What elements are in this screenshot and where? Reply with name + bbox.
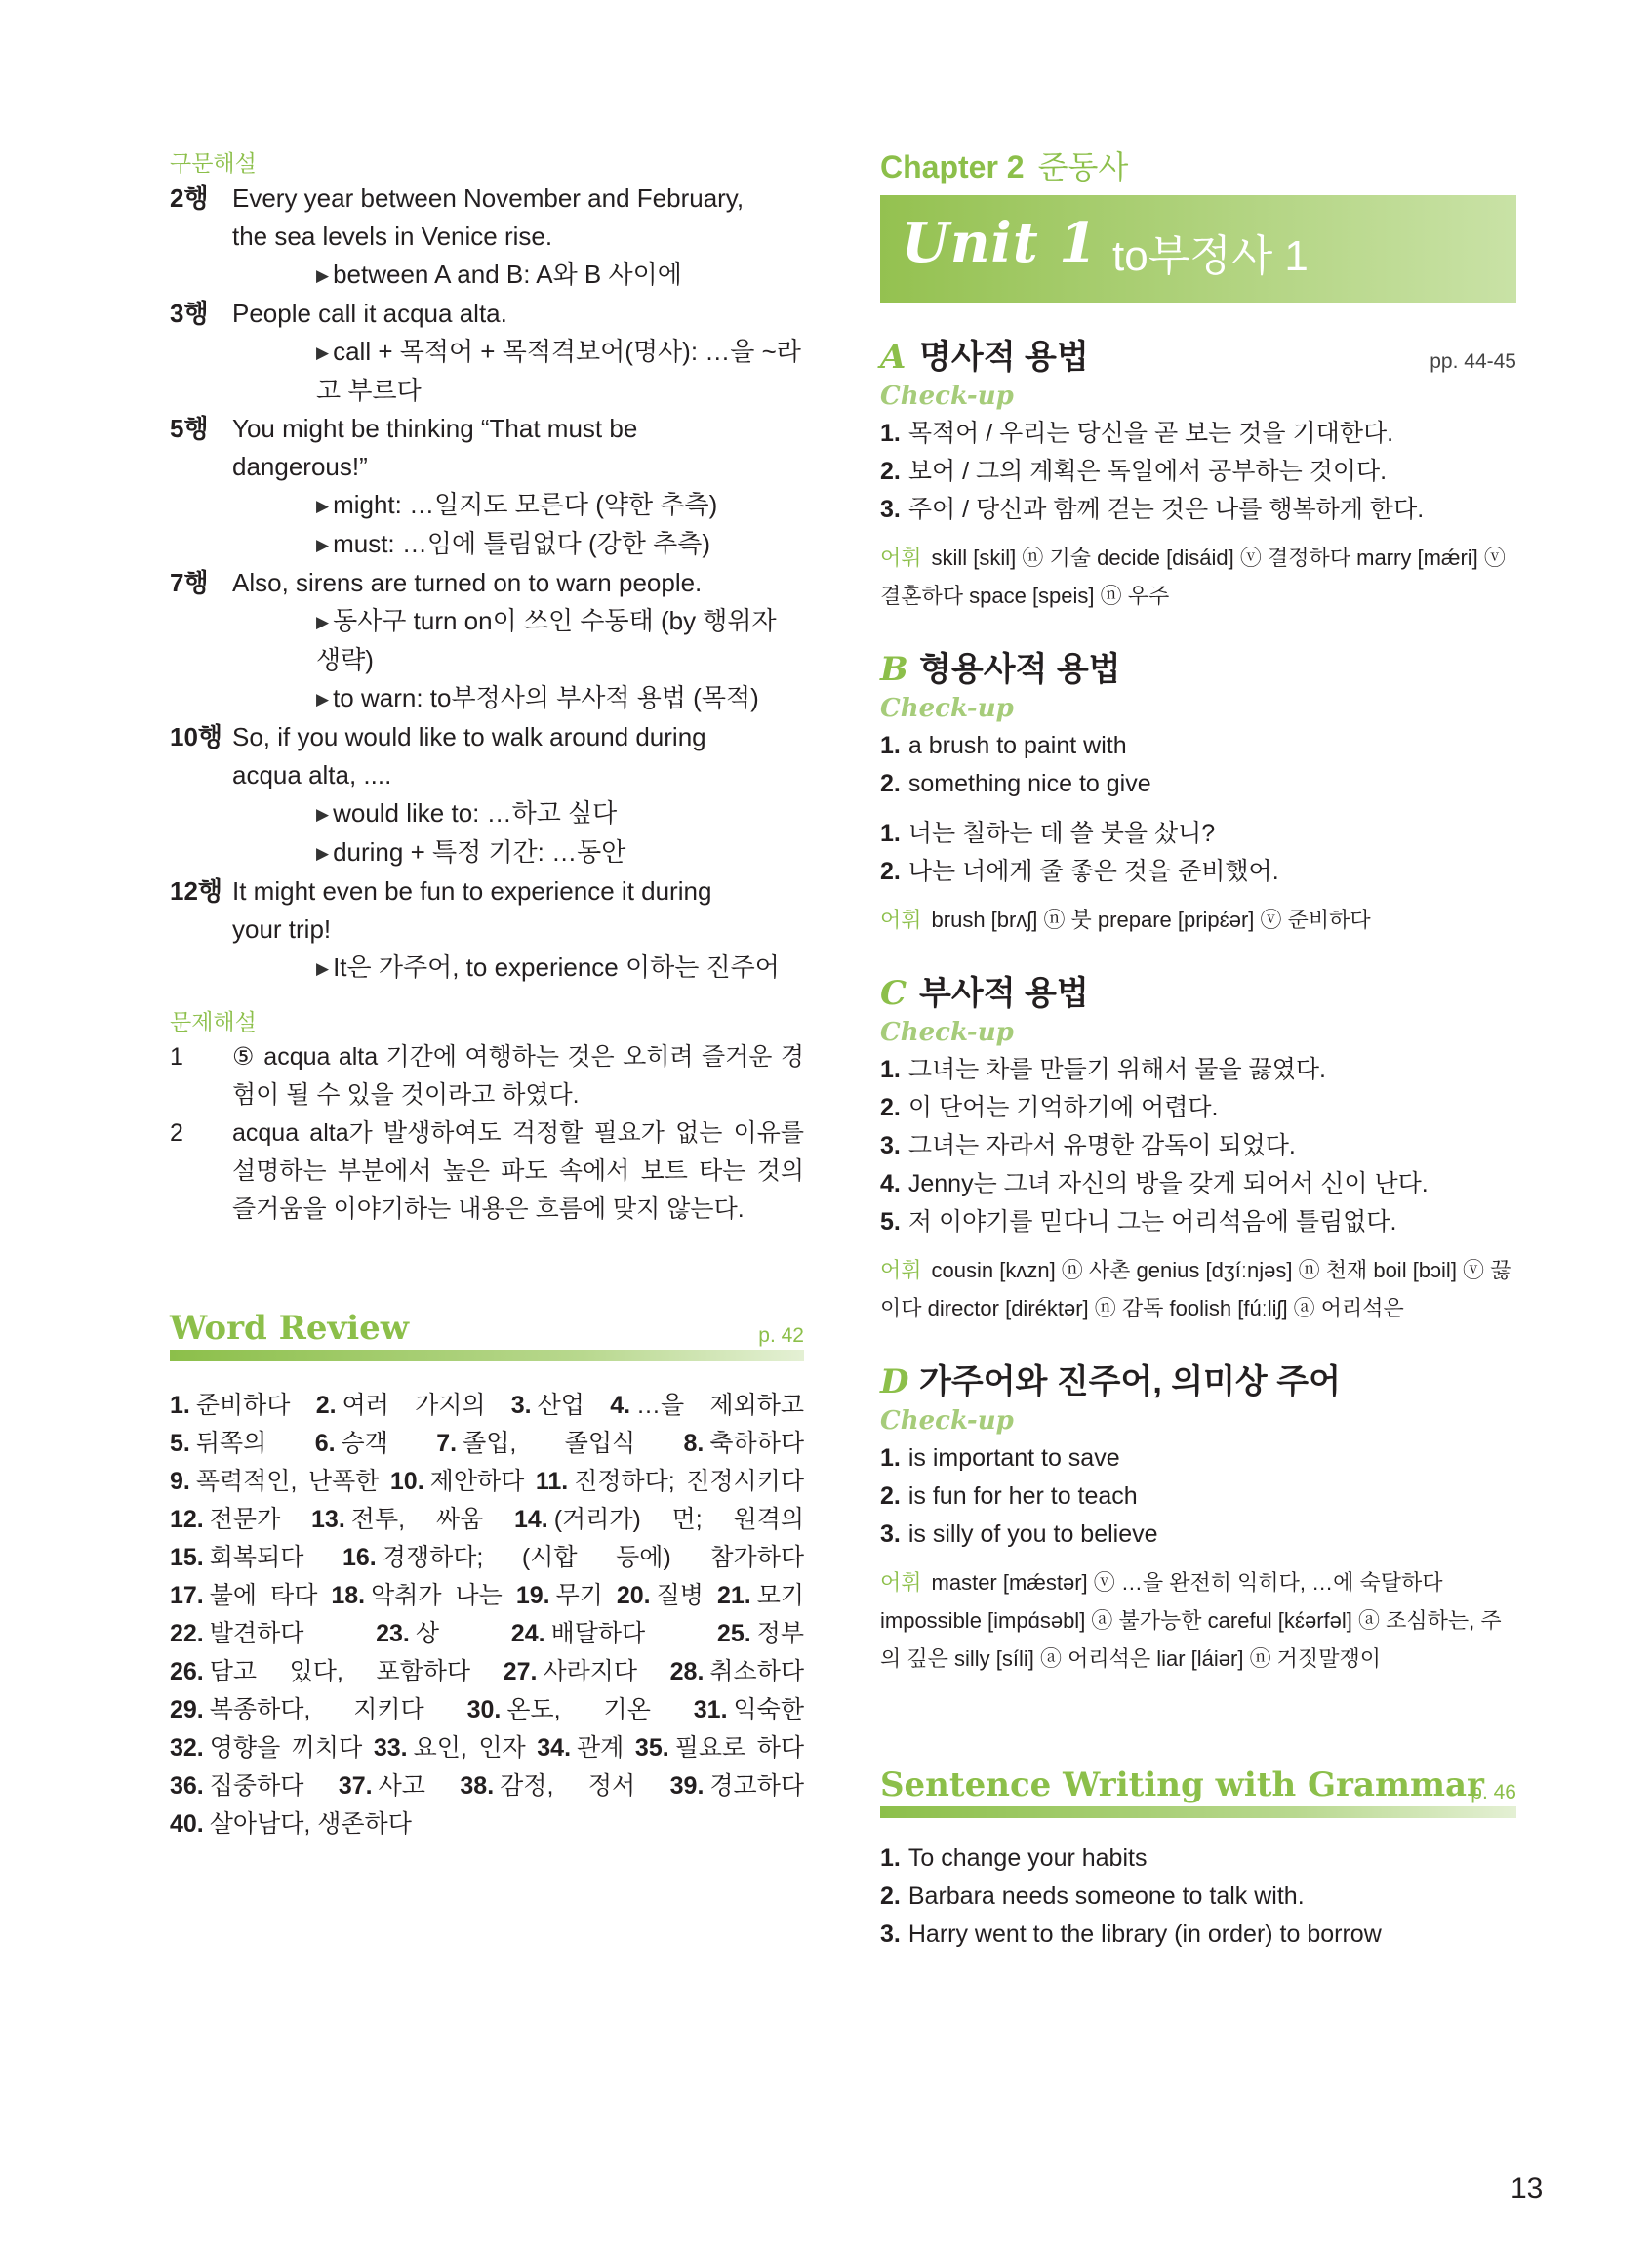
answer-item [880, 1051, 1516, 1089]
line-number [170, 486, 232, 525]
word-review-entry [376, 1620, 439, 1647]
translation-item [880, 815, 1516, 853]
line-text: Every year between November and February, [232, 183, 745, 213]
syntax-explanations [170, 180, 804, 988]
syntax-line [170, 295, 804, 333]
word-review-page: p. 42 [758, 1324, 804, 1347]
answer-item [880, 491, 1516, 529]
sentence-text: Harry went to the library (in order) to borrow [907, 1921, 1382, 1948]
entry-text: 졸업, 졸업식 [463, 1430, 636, 1457]
sentence-text: To change your habits [907, 1844, 1148, 1872]
answer-item [880, 1478, 1516, 1516]
entry-text: 온도, 기온 [506, 1696, 651, 1723]
word-review-entry [316, 1392, 486, 1419]
line-text: ▶ between A and B: A와 B 사이에 [232, 256, 804, 295]
grammar-section [880, 642, 1516, 939]
entry-text: (거리가) 먼; 원격의 [553, 1506, 804, 1533]
entry-text: 영향을 끼치다 [209, 1734, 363, 1761]
entry-number: 25. [716, 1620, 751, 1647]
problem-number: 2 [170, 1119, 183, 1147]
line-text: dangerous!” [232, 452, 368, 481]
word-review-entry [170, 1620, 303, 1647]
answer-text: Jenny는 그녀 자신의 방을 갖게 되어서 신이 난다. [907, 1170, 1429, 1197]
entry-number: 11. [535, 1468, 569, 1495]
word-review-entry [635, 1734, 804, 1761]
answer-text: is important to save [907, 1444, 1120, 1472]
word-review-entry [610, 1392, 804, 1419]
line-text: ▶ during + 특정 기간: …동안 [232, 833, 804, 872]
problem-heading: 문제해설 [170, 1009, 257, 1034]
entry-number: 20. [616, 1582, 651, 1609]
checkup-label: Check-up [880, 382, 1014, 411]
syntax-line [170, 756, 804, 794]
sentence-text: Barbara needs someone to talk with. [907, 1882, 1305, 1910]
answer-text: is silly of you to believe [907, 1520, 1158, 1548]
entry-number: 28. [669, 1658, 705, 1685]
word-review-title: Word Review [170, 1309, 410, 1348]
sentence-number: 2. [880, 1882, 901, 1910]
unit-title: to부정사 1 [1112, 232, 1309, 280]
answer-text: is fun for her to teach [907, 1482, 1138, 1510]
section-title: 부사적 용법 [919, 975, 1089, 1012]
entry-number: 16. [342, 1544, 377, 1571]
entry-number: 31. [693, 1696, 728, 1723]
entry-number: 21. [716, 1582, 751, 1609]
answer-number: 1. [880, 820, 901, 847]
answer-item [880, 1127, 1516, 1165]
sentence-number: 1. [880, 1844, 901, 1872]
line-number: 2행 [170, 183, 209, 213]
answer-text: 나는 너에게 줄 좋은 것을 준비했어. [907, 858, 1279, 885]
syntax-note [170, 949, 804, 988]
answer-number: 3. [880, 1520, 901, 1548]
entry-number: 12. [170, 1506, 204, 1533]
word-review-entry [170, 1430, 266, 1457]
entry-number: 10. [389, 1468, 424, 1495]
entry-text: 집중하다 [209, 1772, 304, 1800]
page-number: 13 [1511, 2172, 1544, 2205]
checkup-label: Check-up [880, 1018, 1014, 1047]
chapter-title: 준동사 [1037, 149, 1129, 184]
answer-number: 1. [880, 420, 901, 447]
syntax-note [170, 525, 804, 564]
entry-number: 37. [338, 1772, 373, 1800]
line-number [170, 448, 232, 486]
answer-text: 목적어 / 우리는 당신을 곧 보는 것을 기대한다. [907, 420, 1394, 447]
word-review-answers [170, 1387, 804, 1843]
entry-number: 8. [683, 1430, 705, 1457]
entry-text: 전투, 싸움 [350, 1506, 484, 1533]
word-review-bar [170, 1350, 804, 1361]
entry-text: 모기 [756, 1582, 805, 1609]
entry-text: 취소하다 [709, 1658, 805, 1685]
answer-item [880, 453, 1516, 491]
word-review-entry [170, 1392, 290, 1419]
line-number [170, 833, 232, 872]
sentence-item [880, 1840, 1516, 1878]
syntax-line [170, 410, 804, 448]
line-text: ▶ to warn: to부정사의 부사적 용법 (목적) [232, 679, 804, 718]
problem-number: 1 [170, 1043, 183, 1071]
answer-item [880, 1203, 1516, 1241]
answer-text: 그녀는 차를 만들기 위해서 물을 끓였다. [907, 1056, 1326, 1083]
answer-text: 주어 / 당신과 함께 걷는 것은 나를 행복하게 한다. [907, 496, 1425, 523]
problem-explanations [170, 1038, 804, 1229]
word-review-entry [537, 1734, 624, 1761]
entry-number: 30. [466, 1696, 502, 1723]
grammar-sections [880, 330, 1516, 1678]
section-title: 명사적 용법 [919, 339, 1089, 376]
answer-text: 너는 칠하는 데 쓸 붓을 샀니? [907, 820, 1216, 847]
line-text: acqua alta, .... [232, 760, 392, 789]
vocabulary-note [880, 539, 1516, 615]
entry-text: 살아남다, 생존하다 [209, 1810, 412, 1838]
line-number [170, 949, 232, 988]
word-review-entry [536, 1468, 804, 1495]
section-letter: B [880, 650, 908, 689]
vocabulary-text: master [mǽstər] ⓥ …을 완전히 익히다, …에 숙달하다 impossible [impɑ́səbl] ⓐ 불가능한 careful [kɛ́ərfəl] ⓐ 조심하는, 주의 깊은 silly [síli] ⓐ 어리석은 liar [láiər] ⓝ 거짓말쟁이 [880, 1570, 1502, 1671]
answer-number: 2. [880, 858, 901, 885]
entry-text: 제안하다 [429, 1468, 525, 1495]
answer-text: 보어 / 그의 계획은 독일에서 공부하는 것이다. [907, 458, 1388, 485]
word-review-entry [514, 1506, 804, 1533]
syntax-heading: 구문해설 [170, 150, 257, 176]
line-number: 7행 [170, 568, 209, 597]
line-number: 3행 [170, 299, 209, 328]
line-number [170, 218, 232, 256]
entry-text: 질병 [656, 1582, 704, 1609]
line-number [170, 794, 232, 833]
word-review-entry [170, 1544, 303, 1571]
problem-text: acqua alta가 발생하여도 걱정할 필요가 없는 이유를 설명하는 부분에서 높은 파도 속에서 보트 타는 것의 즐거움을 이야기하는 내용은 흐름에 맞지 않는다. [232, 1119, 804, 1223]
line-number: 5행 [170, 414, 209, 443]
answer-number: 3. [880, 496, 901, 523]
syntax-line [170, 911, 804, 949]
answer-number: 3. [880, 1132, 901, 1159]
entry-text: 승객 [341, 1430, 388, 1457]
line-text: ▶ might: …일지도 모른다 (약한 추측) [232, 486, 804, 525]
sentence-item [880, 1916, 1516, 1954]
section-letter: C [880, 974, 907, 1013]
entry-text: 담고 있다, 포함하다 [209, 1658, 471, 1685]
sentence-writing-banner [880, 1765, 1516, 1818]
line-text: People call it acqua alta. [232, 299, 507, 328]
answer-text: 그녀는 자라서 유명한 감독이 되었다. [907, 1132, 1296, 1159]
answer-number: 2. [880, 458, 901, 485]
answer-number: 2. [880, 1094, 901, 1121]
section-letter: A [880, 338, 907, 377]
entry-number: 35. [634, 1734, 669, 1761]
line-number [170, 911, 232, 949]
answer-item [880, 415, 1516, 453]
entry-number: 6. [314, 1430, 336, 1457]
section-title: 형용사적 용법 [919, 651, 1121, 688]
vocabulary-label: 어휘 [880, 546, 922, 570]
grammar-section [880, 330, 1516, 615]
entry-text: 여러 가지의 [342, 1392, 486, 1419]
section-heading [880, 642, 1516, 690]
answer-number: 1. [880, 1444, 901, 1472]
answer-text: 이 단어는 기억하기에 어렵다. [907, 1094, 1219, 1121]
line-text: You might be thinking “That must be [232, 414, 638, 443]
sentence-writing-title: Sentence Writing with Grammar [880, 1765, 1484, 1804]
answer-item [880, 1089, 1516, 1127]
entry-number: 29. [170, 1696, 204, 1723]
answer-text: something nice to give [907, 770, 1151, 797]
entry-number: 38. [460, 1772, 495, 1800]
word-review-entry [170, 1468, 379, 1495]
syntax-line [170, 218, 804, 256]
line-text: ▶ must: …임에 틀림없다 (강한 추측) [232, 525, 804, 564]
problem-line [170, 1038, 804, 1114]
syntax-note [170, 333, 804, 410]
syntax-line [170, 872, 804, 911]
word-review-entry [670, 1772, 804, 1800]
word-review-entry [170, 1696, 424, 1723]
grammar-section [880, 966, 1516, 1327]
vocabulary-text: cousin [kʌzn] ⓝ 사촌 genius [dʒíːnjəs] ⓝ 천재 boil [bɔil] ⓥ 끓이다 director [diréktər] ⓝ 감독 foolish [fúːliʃ] ⓐ 어리석은 [880, 1258, 1511, 1320]
entry-number: 18. [331, 1582, 366, 1609]
word-review-entry [374, 1734, 526, 1761]
word-review-entry [331, 1582, 503, 1609]
entry-number: 26. [170, 1658, 204, 1685]
word-review-entry [436, 1430, 635, 1457]
line-text: Also, sirens are turned on to warn people. [232, 568, 703, 597]
entry-text: 필요로 하다 [674, 1734, 805, 1761]
right-column [880, 146, 1516, 1954]
entry-number: 22. [170, 1620, 204, 1647]
word-review-entry [339, 1772, 425, 1800]
entry-text: 경쟁하다; (시합 등에) 참가하다 [382, 1544, 804, 1571]
entry-number: 2. [315, 1392, 337, 1419]
entry-text: 감정, 정서 [500, 1772, 636, 1800]
syntax-line [170, 448, 804, 486]
entry-text: 산업 [537, 1392, 584, 1419]
left-column [170, 146, 804, 1843]
word-review-entry [516, 1582, 603, 1609]
vocabulary-note [880, 1563, 1516, 1678]
word-review-entry [717, 1620, 804, 1647]
answer-item [880, 1165, 1516, 1203]
vocabulary-label: 어휘 [880, 908, 922, 932]
entry-text: …을 제외하고 [636, 1392, 805, 1419]
entry-number: 14. [513, 1506, 548, 1533]
entry-number: 27. [503, 1658, 538, 1685]
answer-item [880, 727, 1516, 765]
syntax-line [170, 718, 804, 756]
answer-number: 5. [880, 1208, 901, 1235]
entry-text: 폭력적인, 난폭한 [195, 1468, 380, 1495]
line-text: ▶ 동사구 turn on이 쓰인 수동태 (by 행위자 생략) [232, 602, 804, 679]
word-review-entry [311, 1506, 483, 1533]
entry-text: 불에 타다 [209, 1582, 318, 1609]
grammar-section [880, 1355, 1516, 1678]
word-review-entry [342, 1544, 804, 1571]
chapter-label: Chapter 2 [880, 149, 1025, 184]
vocabulary-note [880, 1251, 1516, 1327]
line-text: your trip! [232, 914, 332, 944]
section-heading [880, 966, 1516, 1014]
answer-number: 1. [880, 732, 901, 759]
word-review-entry [717, 1582, 804, 1609]
section-title: 가주어와 진주어, 의미상 주어 [919, 1363, 1341, 1400]
line-number [170, 602, 232, 679]
entry-number: 5. [170, 1430, 190, 1457]
entry-text: 축하하다 [709, 1430, 804, 1457]
vocabulary-note [880, 901, 1516, 939]
answer-text: a brush to paint with [907, 732, 1127, 759]
word-review-entry [170, 1506, 280, 1533]
sentence-writing-answers [880, 1840, 1516, 1954]
line-text: ▶ It은 가주어, to experience 이하는 진주어 [232, 949, 804, 988]
line-number [170, 256, 232, 295]
entry-text: 배달하다 [550, 1620, 646, 1647]
vocabulary-label: 어휘 [880, 1570, 922, 1595]
answer-item [880, 1439, 1516, 1478]
unit-banner [880, 195, 1516, 303]
entry-number: 23. [376, 1620, 410, 1647]
syntax-note [170, 679, 804, 718]
entry-number: 19. [515, 1582, 550, 1609]
syntax-line [170, 564, 804, 602]
entry-text: 사고 [378, 1772, 425, 1800]
entry-text: 발견하다 [209, 1620, 304, 1647]
answer-item [880, 765, 1516, 803]
checkup-label: Check-up [880, 1406, 1014, 1436]
entry-text: 관계 [577, 1734, 625, 1761]
section-heading [880, 330, 1516, 378]
entry-text: 경고하다 [709, 1772, 805, 1800]
word-review-entry [511, 1392, 584, 1419]
word-review-banner [170, 1309, 804, 1361]
entry-text: 복종하다, 지키다 [209, 1696, 424, 1723]
entry-number: 32. [170, 1734, 204, 1761]
entry-number: 1. [170, 1392, 190, 1419]
word-review-entry [694, 1696, 804, 1723]
entry-number: 39. [669, 1772, 705, 1800]
sentence-number: 3. [880, 1921, 901, 1948]
line-number [170, 756, 232, 794]
section-pages: pp. 44-45 [1430, 350, 1516, 373]
syntax-line [170, 180, 804, 218]
word-review-entry [670, 1658, 804, 1685]
answer-number: 4. [880, 1170, 901, 1197]
syntax-note [170, 486, 804, 525]
entry-text: 익숙한 [733, 1696, 804, 1723]
entry-text: 사라지다 [543, 1658, 638, 1685]
unit-label: Unit 1 [902, 211, 1099, 275]
line-text: It might even be fun to experience it during [232, 876, 712, 906]
word-review-entry [170, 1582, 317, 1609]
word-review-entry [617, 1582, 704, 1609]
line-text: So, if you would like to walk around during [232, 722, 706, 751]
sentence-writing-bar [880, 1806, 1516, 1818]
syntax-note [170, 794, 804, 833]
entry-text: 전문가 [209, 1506, 281, 1533]
spacer [880, 803, 1516, 815]
syntax-note [170, 256, 804, 295]
vocabulary-label: 어휘 [880, 1258, 922, 1282]
line-number [170, 525, 232, 564]
entry-text: 상 [415, 1620, 440, 1647]
word-review-entry [684, 1430, 804, 1457]
entry-number: 33. [373, 1734, 408, 1761]
line-text: the sea levels in Venice rise. [232, 222, 553, 251]
word-review-entry [390, 1468, 524, 1495]
answer-text: 저 이야기를 믿다니 그는 어리석음에 틀림없다. [907, 1208, 1397, 1235]
entry-number: 3. [510, 1392, 532, 1419]
translation-item [880, 853, 1516, 891]
entry-text: 정부 [756, 1620, 804, 1647]
entry-number: 13. [311, 1506, 345, 1533]
entry-number: 9. [170, 1468, 190, 1495]
section-heading [880, 1355, 1516, 1402]
syntax-note [170, 833, 804, 872]
entry-text: 요인, 인자 [413, 1734, 526, 1761]
word-review-entry [315, 1430, 388, 1457]
entry-number: 17. [170, 1582, 204, 1609]
entry-number: 4. [610, 1392, 631, 1419]
answer-number: 2. [880, 1482, 901, 1510]
line-text: ▶ call + 목적어 + 목적격보어(명사): …을 ~라고 부르다 [232, 333, 804, 410]
sentence-item [880, 1878, 1516, 1916]
answer-number: 2. [880, 770, 901, 797]
entry-number: 34. [537, 1734, 572, 1761]
entry-text: 회복되다 [209, 1544, 304, 1571]
word-review-entry [504, 1658, 637, 1685]
chapter-heading [880, 146, 1516, 187]
vocabulary-text: brush [brʌʃ] ⓝ 붓 prepare [pripɛ́ər] ⓥ 준비하다 [931, 908, 1371, 932]
answer-item [880, 1516, 1516, 1554]
problem-line [170, 1114, 804, 1229]
line-number [170, 679, 232, 718]
entry-text: 악취가 나는 [371, 1582, 503, 1609]
entry-number: 15. [170, 1544, 204, 1571]
entry-text: 무기 [555, 1582, 603, 1609]
line-number: 10행 [170, 722, 223, 751]
entry-text: 진정하다; 진정시키다 [574, 1468, 805, 1495]
word-review-entry [460, 1772, 635, 1800]
line-number [170, 333, 232, 410]
problem-text: ⑤ acqua alta 기간에 여행하는 것은 오히려 즐거운 경험이 될 수 있을 것이라고 하였다. [232, 1043, 804, 1109]
entry-number: 36. [170, 1772, 204, 1800]
sentence-writing-page: p. 46 [1471, 1781, 1516, 1803]
entry-number: 7. [436, 1430, 458, 1457]
entry-number: 24. [510, 1620, 545, 1647]
word-review-entry [170, 1810, 412, 1838]
checkup-label: Check-up [880, 694, 1014, 723]
entry-text: 준비하다 [195, 1392, 291, 1419]
entry-number: 40. [170, 1810, 204, 1838]
syntax-note [170, 602, 804, 679]
word-review-entry [511, 1620, 645, 1647]
word-review-entry [170, 1658, 470, 1685]
answer-number: 1. [880, 1056, 901, 1083]
word-review-entry [170, 1772, 303, 1800]
word-review-entry [170, 1734, 362, 1761]
word-review-entry [467, 1696, 651, 1723]
line-text: ▶ would like to: …하고 싶다 [232, 794, 804, 833]
entry-text: 뒤쪽의 [195, 1430, 267, 1457]
section-letter: D [880, 1362, 909, 1401]
vocabulary-text: skill [skil] ⓝ 기술 decide [disáid] ⓥ 결정하다 marry [mǽri] ⓥ 결혼하다 space [speis] ⓝ 우주 [880, 546, 1506, 608]
line-number: 12행 [170, 876, 223, 906]
